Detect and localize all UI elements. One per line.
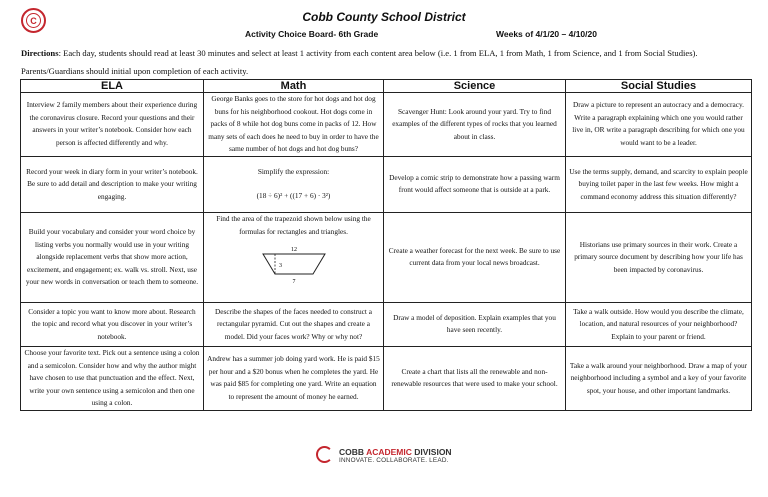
table-row [21,93,752,157]
activity-cell-math: Andrew has a summer job doing yard work. He is paid $15 per hour and a $20 bonus when he completes the yard. He was paid $85 for completing one yard. Write an equation to represent the amount of money he earned. [204,346,384,410]
district-logo-letter: C [26,13,41,28]
trapezoid-height-label: 3 [278,263,282,270]
footer-brand-academic: ACADEMIC [366,447,412,457]
footer-brand-division: DIVISION [411,447,452,457]
activity-cell-math: George Banks goes to the store for hot dogs and hot dog buns for his neighborhood cookout. Hot dogs come in packs of 8 while hot dog buns come in packs of 12. How many sets of each does he need to buy in order to have the same number of hot dogs and hot dog buns? [204,93,384,157]
activity-choice-table [20,79,752,411]
activity-cell-social-studies: Historians use primary sources in their work. Create a primary source document by describing how your life has been impacted by coronavirus. [566,212,752,302]
table-row [21,302,752,346]
footer-tagline: INNOVATE. COLLABORATE. LEAD. [339,457,449,464]
table-header-row [21,80,752,93]
trapezoid-shape [263,254,325,274]
activity-cell-social-studies: Take a walk outside. How would you describe the climate, location, and natural resources of your neighborhood? Explain to your parent or friend. [566,302,752,346]
activity-cell-science: Draw a model of deposition. Explain examples that you have seen recently. [384,302,566,346]
table-row [21,346,752,410]
math-expression: (18 ÷ 6)² + ((17 + 6) · 3²) [256,191,331,201]
column-header-math: Math [204,80,384,93]
activity-cell-social-studies: Draw a picture to represent an autocracy and a democracy. Write a paragraph explaining which one you would rather live in, OR write a paragraph describing for which one you would want to be a leader. [566,93,752,157]
math-prompt: Find the area of the trapezoid shown below using the formulas for rectangles and triangles. [216,213,371,236]
activity-cell-social-studies: Use the terms supply, demand, and scarcity to explain people buying toilet paper in the last few weeks. How might a command economy address this situation differently? [566,156,752,212]
weeks-range: Weeks of 4/1/20 – 4/10/20 [496,29,597,39]
board-title: Activity Choice Board- 6th Grade [245,29,379,39]
activity-cell-science: Scavenger Hunt: Look around your yard. Try to find examples of the different types of rocks that you learned about in class. [384,93,566,157]
directions-text: : Each day, students should read at least 30 minutes and select at least 1 activity from each content area below (i.e. 1 from ELA, 1 from Math, 1 from Science, and 1 from Social Studies). Parents/Guardians should initial upon completion of each activity. [21,48,698,76]
footer-brand-cobb: COBB [339,447,367,457]
activity-cell-science: Develop a comic strip to demonstrate how a passing warm front would affect someone that is outside at a park. [384,156,566,212]
directions [21,44,751,80]
district-title: Cobb County School District [302,10,466,24]
activity-cell-ela: Interview 2 family members about their experience during the coronavirus closure. Record your questions and their answers in your writer’s notebook. Consider how each person is affected differently and why. [21,93,204,157]
table-row [21,156,752,212]
activity-cell-social-studies: Take a walk around your neighborhood. Draw a map of your neighborhood including a symbol and a key of your favorite spot, your house, and other important landmarks. [566,346,752,410]
activity-cell-science: Create a chart that lists all the renewable and non-renewable resources that were used to make your school. [384,346,566,410]
column-header-science: Science [384,80,566,93]
column-header-ela: ELA [21,80,204,93]
activity-cell-ela: Record your week in diary form in your writer’s notebook. Be sure to add detail and description to make your writing engaging. [21,156,204,212]
table-row [21,212,752,302]
activity-cell-ela: Build your vocabulary and consider your word choice by listing verbs you normally would use in your writing alongside replacement verbs that show more action, excitement, and engagement; ex. walk vs. stroll. Next, use your new words in conversation or teach them to someone. [21,212,204,302]
activity-cell-math [204,156,384,212]
activity-cell-ela: Consider a topic you want to know more about. Research the topic and record what you discover in your writer’s notebook. [21,302,204,346]
cobb-academic-footer [316,444,476,474]
activity-cell-math [204,212,384,302]
trapezoid-diagram [259,242,329,286]
trapezoid-top-label: 12 [290,247,297,254]
activity-cell-math: Describe the shapes of the faces needed to construct a rectangular pyramid. Cut out the shapes and create a model. Did your faces work? Why or why not? [204,302,384,346]
directions-label: Directions [21,48,59,58]
activity-cell-science: Create a weather forecast for the next week. Be sure to use current data from your local news broadcast. [384,212,566,302]
trapezoid-bottom-label: 7 [292,279,295,286]
cobb-logo-icon [316,446,333,463]
activity-cell-ela: Choose your favorite text. Pick out a sentence using a colon and a semicolon. Consider how and why the author might have chosen to use that punctuation and the effect. Next, write your own sentence using a semicolon and then one using a colon. [21,346,204,410]
math-prompt: Simplify the expression: [257,166,330,176]
footer-brand [339,447,452,457]
column-header-social-studies: Social Studies [566,80,752,93]
